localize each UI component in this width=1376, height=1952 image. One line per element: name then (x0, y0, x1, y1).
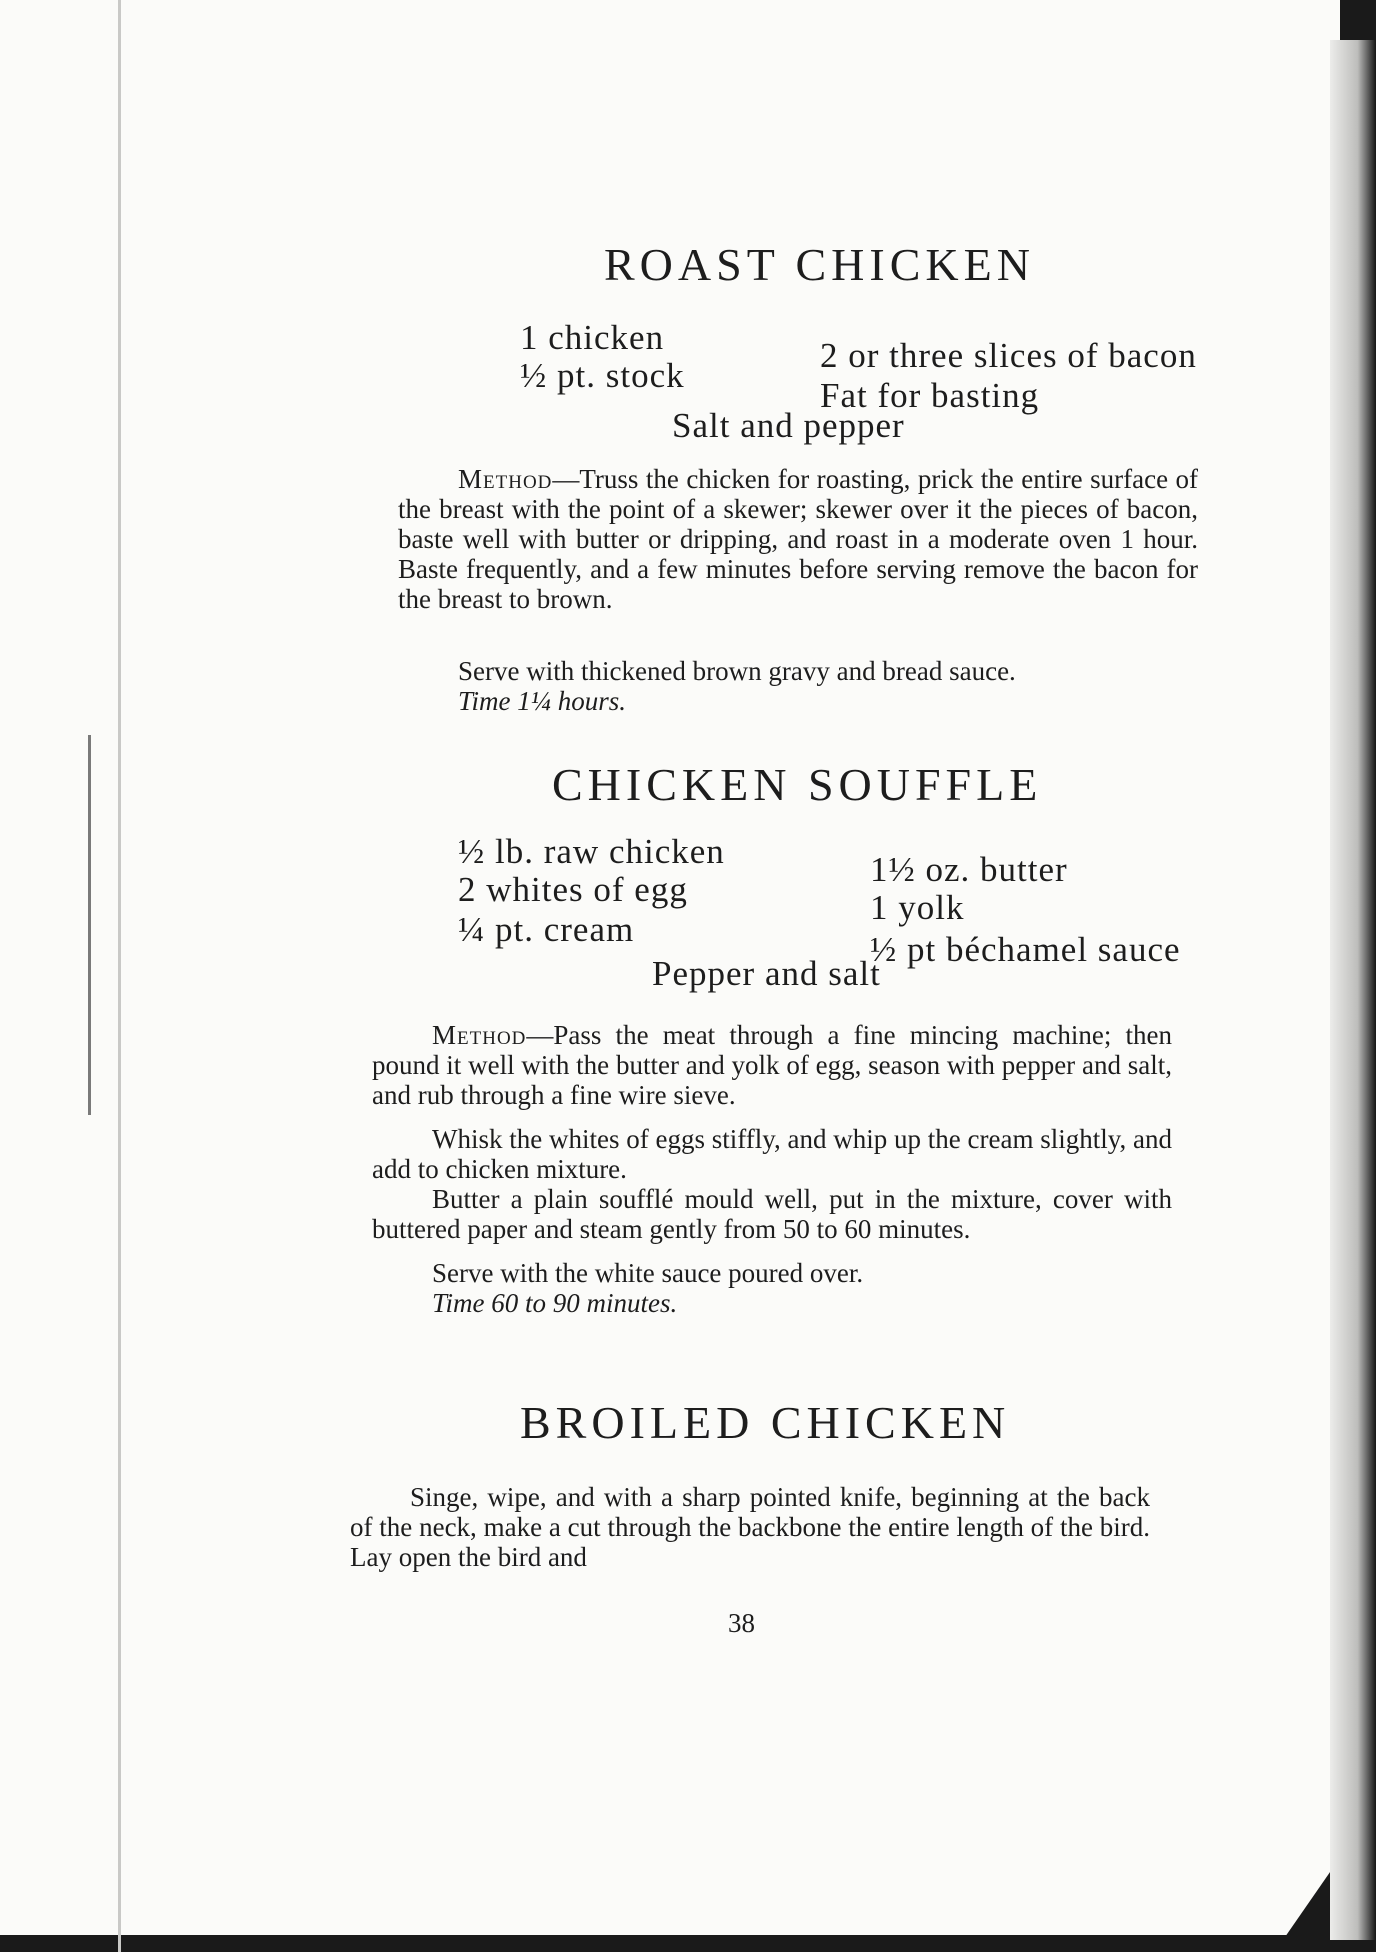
ingredient: ½ pt. stock (520, 356, 685, 395)
ingredient: 2 or three slices of bacon (820, 336, 1197, 375)
method-label: Method (432, 1020, 527, 1050)
page-edge-left (118, 0, 121, 1952)
method-paragraph-2: Whisk the whites of eggs stiffly, and whip up the cream slightly, and add to chicken mixture. (372, 1124, 1172, 1184)
ingredient-seasoning: Salt and pepper (672, 406, 905, 445)
serve-note: Serve with thickened brown gravy and bread sauce. Time 1¼ hours. (398, 656, 1198, 716)
recipe-title: BROILED CHICKEN (520, 1397, 1011, 1448)
method-label: Method (458, 464, 553, 494)
page-edge-right (1330, 40, 1376, 1940)
method-text: —Truss the chicken for roasting, prick the entire surface of the breast with the point of a skewer; skewer over it the pieces of bacon, baste well with butter or dripping, and roast in a moderate oven 1 hour. Baste frequently, and a few minutes before serving remove the bacon for the breast to brown. (398, 464, 1198, 614)
ingredient: ½ pt béchamel sauce (870, 930, 1181, 969)
method-paragraph: Singe, wipe, and with a sharp pointed knife, beginning at the back of the neck, make a cut through the backbone the entire length of the bird. Lay open the bird and (350, 1482, 1150, 1572)
gutter-shadow (88, 735, 91, 1115)
page-number: 38 (728, 1608, 755, 1638)
ingredient: 1½ oz. butter (870, 850, 1068, 889)
ingredient: ¼ pt. cream (458, 910, 635, 949)
ingredient-seasoning: Pepper and salt (652, 954, 881, 993)
recipe-title: CHICKEN SOUFFLE (552, 759, 1043, 810)
ingredient: ½ lb. raw chicken (458, 832, 725, 871)
serve-note: Serve with the white sauce poured over. (432, 1258, 864, 1288)
method-paragraph (372, 1020, 1172, 1318)
ingredient: 1 chicken (520, 318, 665, 357)
method-text: —Pass the meat through a fine mincing machine; then pound it well with the butter and yolk of egg, season with pepper and salt, and rub through a fine wire sieve. (372, 1020, 1172, 1110)
ingredient: 2 whites of egg (458, 870, 688, 909)
time-note: Time 60 to 90 minutes. (432, 1288, 678, 1318)
method-paragraph-3: Butter a plain soufflé mould well, put in the mixture, cover with buttered paper and steam gently from 50 to 60 minutes. (372, 1184, 1172, 1244)
ingredient: 1 yolk (870, 888, 965, 927)
recipe-title: ROAST CHICKEN (604, 239, 1035, 290)
time-note: Time 1¼ hours. (458, 686, 627, 716)
ingredient: Fat for basting (820, 376, 1040, 415)
method-paragraph (398, 464, 1198, 614)
